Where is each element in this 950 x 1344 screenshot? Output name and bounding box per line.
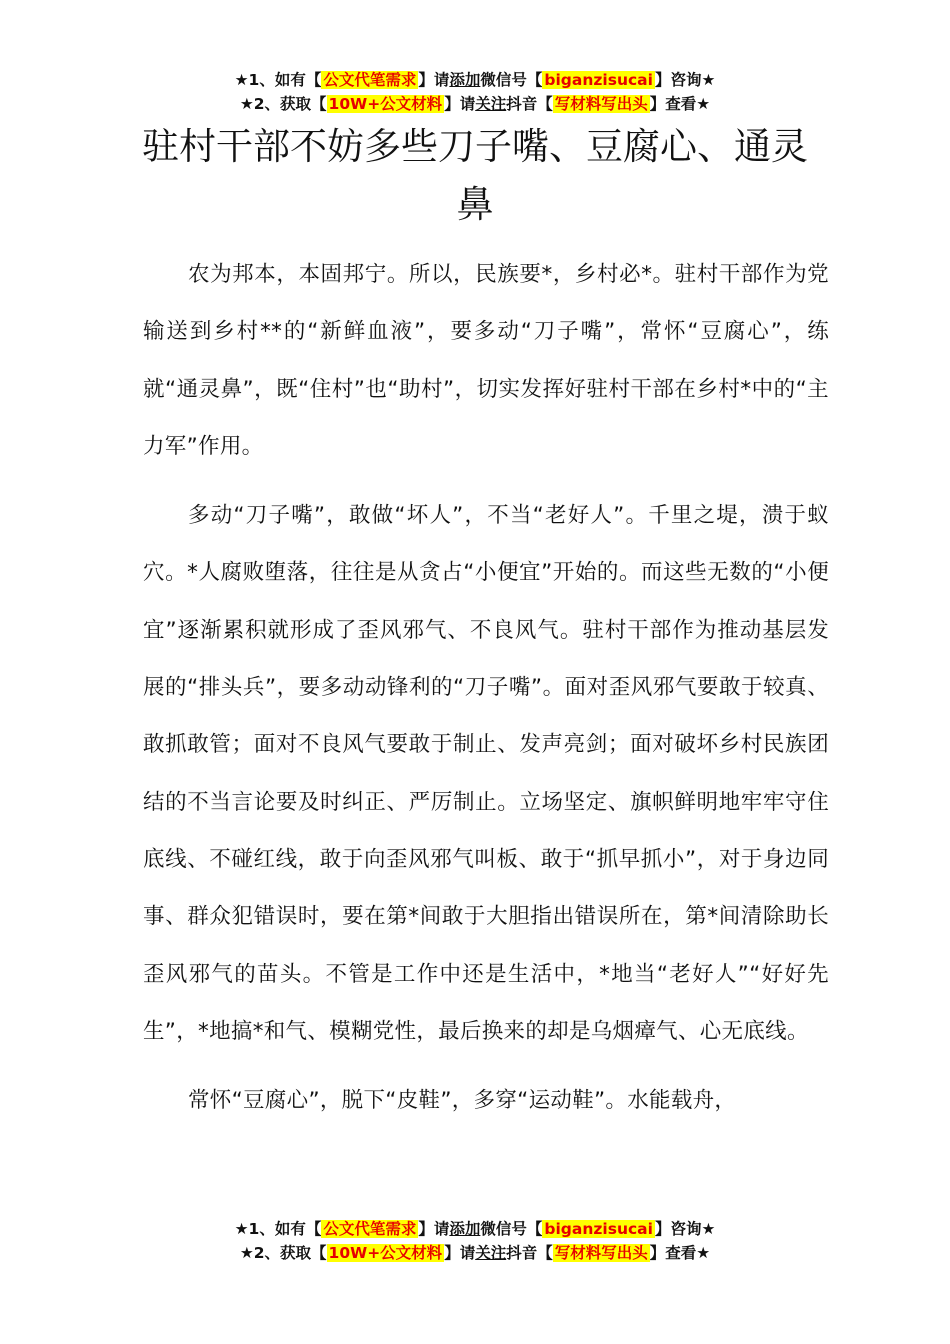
banner-text: ★2、获取【 xyxy=(239,95,327,113)
banner-text: 】咨询★ xyxy=(654,1220,716,1238)
banner-highlight: 写材料写出头 xyxy=(554,1244,648,1262)
banner-text: 】请 xyxy=(444,1244,476,1262)
banner-text: 】请 xyxy=(418,71,450,89)
banner-text: ★1、如有【 xyxy=(234,71,322,89)
banner-text: ★1、如有【 xyxy=(234,1220,322,1238)
paragraph: 常怀“豆腐心”，脱下“皮鞋”，多穿“运动鞋”。水能载舟， xyxy=(188,1088,737,1114)
banner-highlight: 写材料写出头 xyxy=(554,95,648,113)
banner-text: 微信号【 xyxy=(480,71,543,89)
banner-highlight: 公文代笔需求 xyxy=(323,71,417,89)
footer-banner xyxy=(0,1217,950,1265)
banner-text: ★2、获取【 xyxy=(239,1244,327,1262)
header-banner xyxy=(0,68,950,116)
banner-line-1 xyxy=(0,68,950,92)
document-title: 驻村干部不妨多些刀子嘴、豆腐心、通灵鼻 xyxy=(142,125,808,226)
document-body xyxy=(143,246,829,1141)
banner-highlight: 公文代笔需求 xyxy=(323,1220,417,1238)
banner-text: 抖音【 xyxy=(506,1244,553,1262)
banner-line-1 xyxy=(0,1217,950,1241)
banner-highlight: 10W+公文材料 xyxy=(328,1244,443,1262)
banner-text: 】请 xyxy=(444,95,476,113)
banner-text: 微信号【 xyxy=(480,1220,543,1238)
banner-text: 】查看★ xyxy=(649,95,711,113)
banner-emphasis: 添加 xyxy=(449,71,481,89)
banner-highlight: biganzisucai xyxy=(544,71,653,89)
paragraph: 多动“刀子嘴”，敢做“坏人”，不当“老好人”。千里之堤，溃于蚁穴。*人腐败堕落，往往是从贪占“小便宜”开始的。而这些无数的“小便宜”逐渐累积就形成了歪风邪气、不良风气。驻村干部作为推动基层发展的“排头兵”，要多动动锋利的“刀子嘴”。面对歪风邪气要敢于较真、敢抓敢管；面对不良风气要敢于制止、发声亮剑；面对破坏乡村民族团结的不当言论要及时纠正、严厉制止。立场坚定、旗帜鲜明地牢牢守住底线、不碰红线，敢于向歪风邪气叫板、敢于“抓早抓小”，对于身边同事、群众犯错误时，要在第*间敢于大胆指出错误所在，第*间清除助长歪风邪气的苗头。不管是工作中还是生活中，*地当“老好人”“好好先生”，*地搞*和气、模糊党性，最后换来的却是乌烟瘴气、心无底线。 xyxy=(143,503,829,1044)
banner-line-2 xyxy=(0,92,950,116)
banner-emphasis: 关注 xyxy=(475,95,507,113)
banner-emphasis: 关注 xyxy=(475,1244,507,1262)
banner-emphasis: 添加 xyxy=(449,1220,481,1238)
banner-highlight: 10W+公文材料 xyxy=(328,95,443,113)
banner-text: 抖音【 xyxy=(506,95,553,113)
banner-line-2 xyxy=(0,1241,950,1265)
paragraph: 农为邦本，本固邦宁。所以，民族要*，乡村必*。驻村干部作为党输送到乡村**的“新鲜血液”，要多动“刀子嘴”，常怀“豆腐心”，练就“通灵鼻”，既“住村”也“助村”，切实发挥好驻村干部在乡村*中的“主力军”作用。 xyxy=(143,262,829,459)
banner-text: 】咨询★ xyxy=(654,71,716,89)
banner-text: 】请 xyxy=(418,1220,450,1238)
banner-highlight: biganzisucai xyxy=(544,1220,653,1238)
banner-text: 】查看★ xyxy=(649,1244,711,1262)
